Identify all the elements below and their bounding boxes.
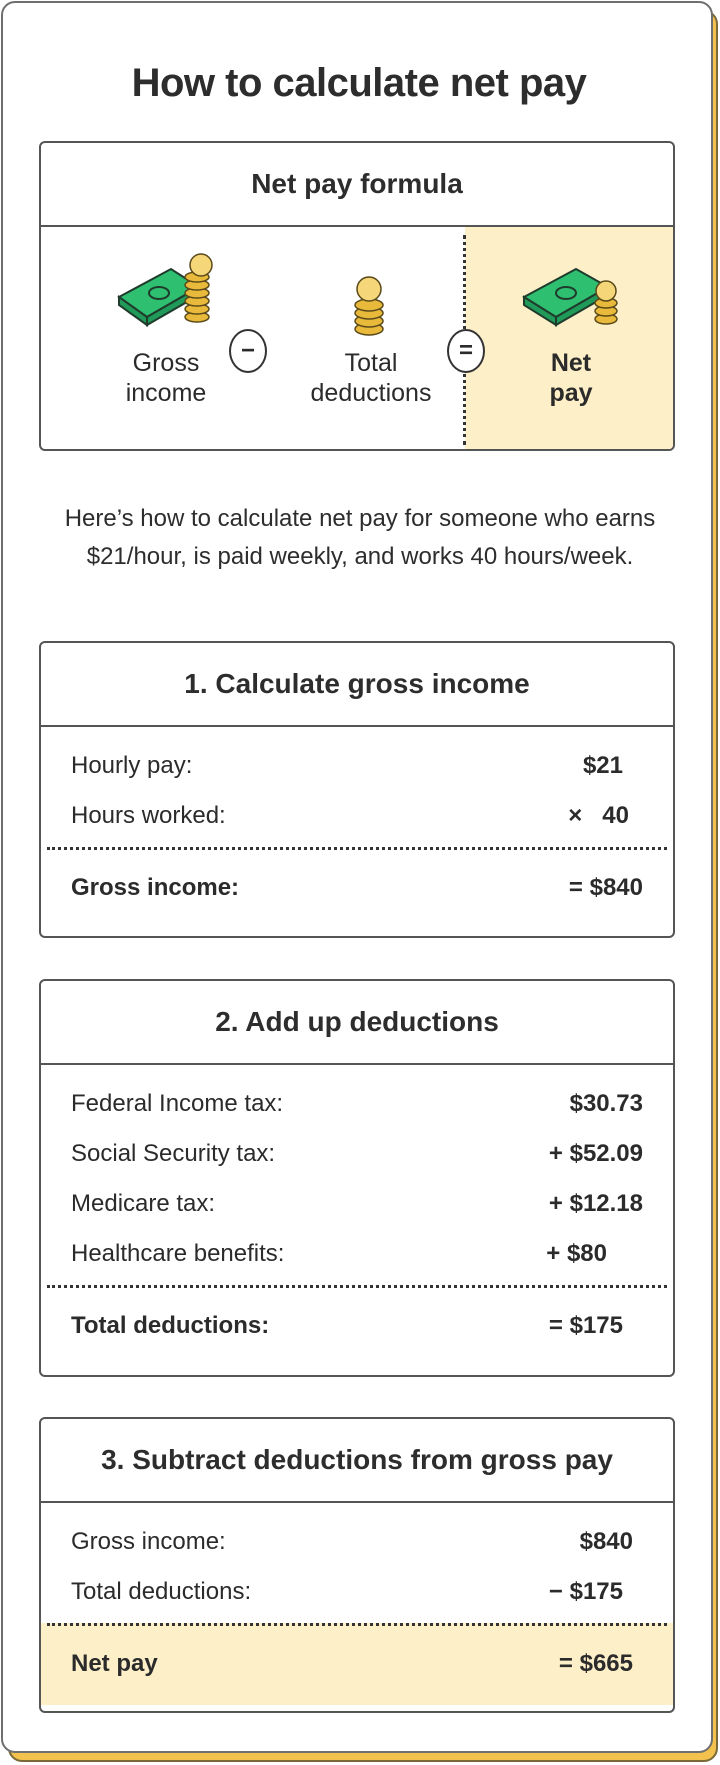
total-label: Total deductions: — [71, 1312, 270, 1339]
minus-operator-icon: − — [229, 329, 267, 373]
step-total-net-pay — [41, 1623, 673, 1705]
row-value: $30.73 — [569, 1090, 643, 1117]
term-label: income — [125, 379, 207, 407]
term-label: pay — [549, 379, 593, 407]
total-label: Net pay — [71, 1650, 158, 1677]
step-1-box — [39, 641, 675, 938]
formula-heading: Net pay formula — [41, 143, 673, 227]
step-row — [71, 1179, 643, 1229]
step-total — [41, 1288, 673, 1364]
term-label: Net — [550, 349, 592, 377]
step-total — [41, 850, 673, 926]
row-value: − $175 — [548, 1578, 623, 1605]
total-value: = $175 — [548, 1312, 623, 1339]
row-label: Medicare tax: — [71, 1190, 216, 1217]
total-value: = $840 — [568, 874, 643, 901]
term-gross-income — [81, 227, 251, 408]
row-label: Federal Income tax: — [71, 1090, 284, 1117]
row-value: + $52.09 — [548, 1140, 643, 1167]
page-title: How to calculate net pay — [131, 61, 587, 105]
step-row — [71, 741, 643, 791]
coin-stack-icon — [341, 271, 401, 341]
row-label: Social Security tax: — [71, 1140, 276, 1167]
term-label: Gross — [132, 349, 200, 377]
row-value: + $12.18 — [548, 1190, 643, 1217]
intro-text: Here’s how to calculate net pay for someone who earns $21/hour, is paid weekly, and works 40 hours/week. — [64, 505, 656, 570]
total-label: Gross income: — [71, 874, 240, 901]
step-row — [71, 1079, 643, 1129]
step-row — [71, 1567, 643, 1617]
row-value: $21 — [582, 752, 623, 779]
step-heading: 3. Subtract deductions from gross pay — [41, 1419, 673, 1503]
step-heading: 1. Calculate gross income — [41, 643, 673, 727]
row-value: $840 — [579, 1528, 633, 1555]
step-row — [71, 1229, 643, 1279]
step-heading: 2. Add up deductions — [41, 981, 673, 1065]
cash-stack-with-coins-icon — [111, 247, 221, 337]
row-label: Total deductions: — [71, 1578, 252, 1605]
term-label: Total — [344, 349, 398, 377]
row-value: + $80 — [546, 1240, 607, 1267]
row-label: Hours worked: — [71, 802, 226, 829]
equals-operator-icon: = — [447, 329, 485, 373]
term-net-pay — [481, 227, 661, 408]
row-label: Hourly pay: — [71, 752, 193, 779]
formula-box — [39, 141, 675, 451]
step-row — [71, 1129, 643, 1179]
step-row — [71, 791, 643, 841]
row-label: Healthcare benefits: — [71, 1240, 285, 1267]
term-label: deductions — [310, 379, 432, 407]
row-label: Gross income: — [71, 1528, 226, 1555]
step-row — [71, 1517, 643, 1567]
dotted-divider — [47, 1623, 667, 1626]
row-value: × 40 — [568, 802, 629, 829]
step-3-box — [39, 1417, 675, 1713]
step-2-box — [39, 979, 675, 1377]
term-total-deductions — [281, 227, 461, 408]
total-value: = $665 — [558, 1650, 633, 1677]
cash-stack-with-coins-icon — [516, 247, 626, 337]
